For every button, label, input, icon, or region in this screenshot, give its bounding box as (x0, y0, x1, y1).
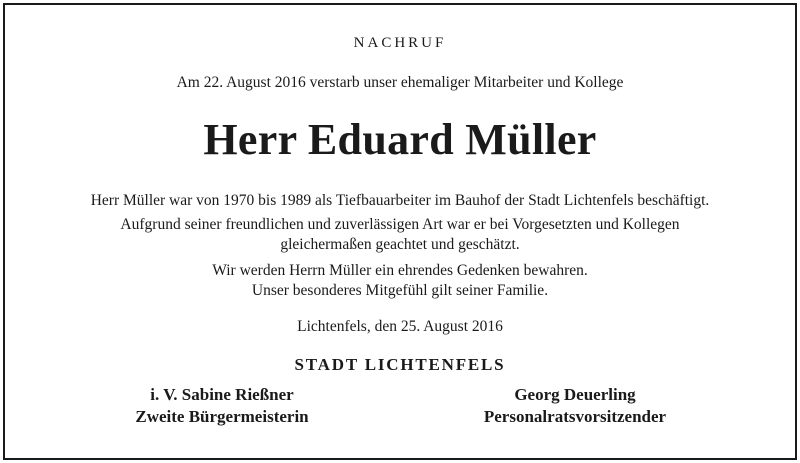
paragraph-employment: Herr Müller war von 1970 bis 1989 als Tiefbauarbeiter im Bauhof der Stadt Lichtenfels beschäftigt. (90, 192, 710, 209)
signatory-title: Zweite Bürgermeisterin (135, 407, 309, 426)
signatory-name: i. V. Sabine Rießner (150, 385, 294, 404)
paragraph-condolence-line-1: Wir werden Herrn Müller ein ehrendes Gedenken bewahren. (212, 262, 588, 279)
paragraph-condolence-line-2: Unser besonderes Mitgefühl gilt seiner Familie. (251, 282, 549, 299)
intro-line: Am 22. August 2016 verstarb unser ehemaliger Mitarbeiter und Kollege (176, 74, 624, 91)
paragraph-character-line-1: Aufgrund seiner freundlichen und zuverlässigen Art war er bei Vorgesetzten und Kollegen (120, 216, 680, 233)
paragraph-character (0, 215, 800, 255)
paragraph-condolence (0, 261, 800, 301)
paragraph-character-line-2: gleichermaßen geachtet und geschätzt. (280, 236, 520, 253)
signatory-left (72, 384, 372, 428)
signatory-name: Georg Deuerling (514, 385, 636, 404)
signatory-right (425, 384, 725, 428)
place-date: Lichtenfels, den 25. August 2016 (297, 318, 503, 335)
notice-heading: NACHRUF (353, 35, 447, 51)
organization-name: STADT LICHTENFELS (294, 355, 506, 374)
signatory-title: Personalratsvorsitzender (483, 407, 667, 426)
deceased-name: Herr Eduard Müller (203, 115, 597, 164)
